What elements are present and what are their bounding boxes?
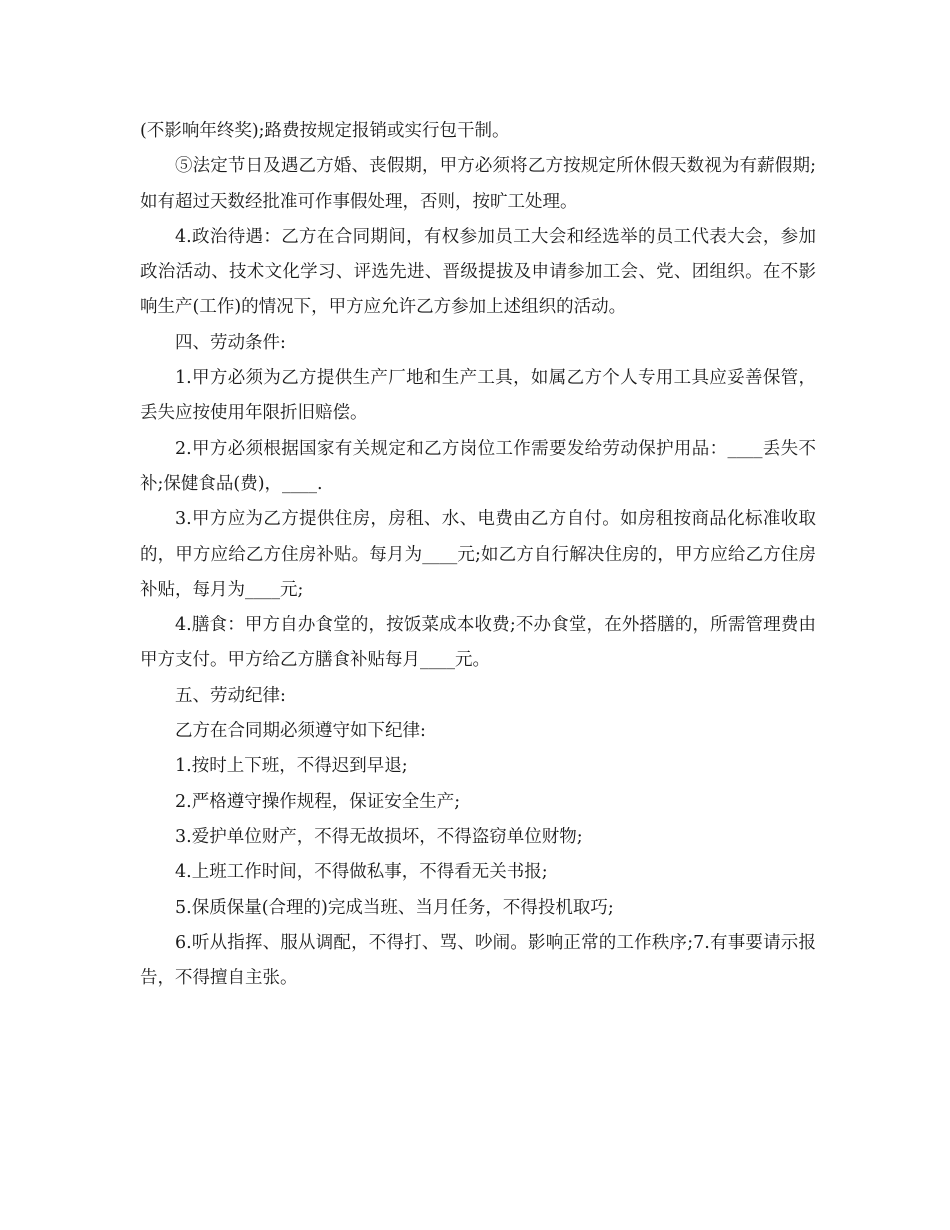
paragraph-political-benefits: 4.政治待遇：乙方在合同期间，有权参加员工大会和经选举的员工代表大会，参加政治活动、技术文化学习、评选先进、晋级提拔及申请参加工会、党、团组织。在不影响生产(工作)的情况下，甲方应允许乙方参加上述组织的活动。: [140, 226, 816, 318]
paragraph-protective-equipment: 2.甲方必须根据国家有关规定和乙方岗位工作需要发给劳动保护用品：____丢失不补;保健食品(费)，____.: [140, 438, 816, 494]
paragraph-tools: 1.甲方必须为乙方提供生产厂地和生产工具，如属乙方个人专用工具应妥善保管，丢失应按使用年限折旧赔偿。: [140, 368, 816, 424]
document-body: [140, 114, 816, 996]
paragraph-housing: 3.甲方应为乙方提供住房，房租、水、电费由乙方自付。如房租按商品化标准收取的，甲方应给乙方住房补贴。每月为____元;如乙方自行解决住房的，甲方应给乙方住房补贴，每月为____元;: [140, 509, 816, 600]
paragraph-meals: 4.膳食：甲方自办食堂的，按饭菜成本收费;不办食堂，在外搭膳的，所需管理费由甲方支付。甲方给乙方膳食补贴每月____元。: [140, 615, 816, 671]
list-item-discipline-3: 3.爱护单位财产，不得无故损坏，不得盗窃单位财物;: [175, 826, 583, 847]
list-item-discipline-5: 5.保质保量(合理的)完成当班、当月任务，不得投机取巧;: [175, 897, 614, 918]
list-item-discipline-1: 1.按时上下班，不得迟到早退;: [175, 756, 408, 777]
section-heading-working-conditions: 四、劳动条件:: [175, 332, 286, 353]
paragraph-holiday-leave: ⑤法定节日及遇乙方婚、丧假期，甲方必须将乙方按规定所休假天数视为有薪假期;如有超过天数经批准可作事假处理，否则，按旷工处理。: [140, 156, 816, 212]
list-item-discipline-2: 2.严格遵守操作规程，保证安全生产;: [175, 791, 461, 812]
list-item-discipline-4: 4.上班工作时间，不得做私事，不得看无关书报;: [175, 862, 548, 883]
list-item-discipline-6: 6.听从指挥、服从调配，不得打、骂、吵闹。影响正常的工作秩序;7.有事要请示报告，不得擅自主张。: [140, 932, 816, 989]
paragraph-travel-expense: (不影响年终奖);路费按规定报销或实行包干制。: [140, 121, 510, 141]
paragraph-discipline-intro: 乙方在合同期必须遵守如下纪律:: [175, 721, 426, 742]
section-heading-labor-discipline: 五、劳动纪律:: [175, 685, 286, 706]
